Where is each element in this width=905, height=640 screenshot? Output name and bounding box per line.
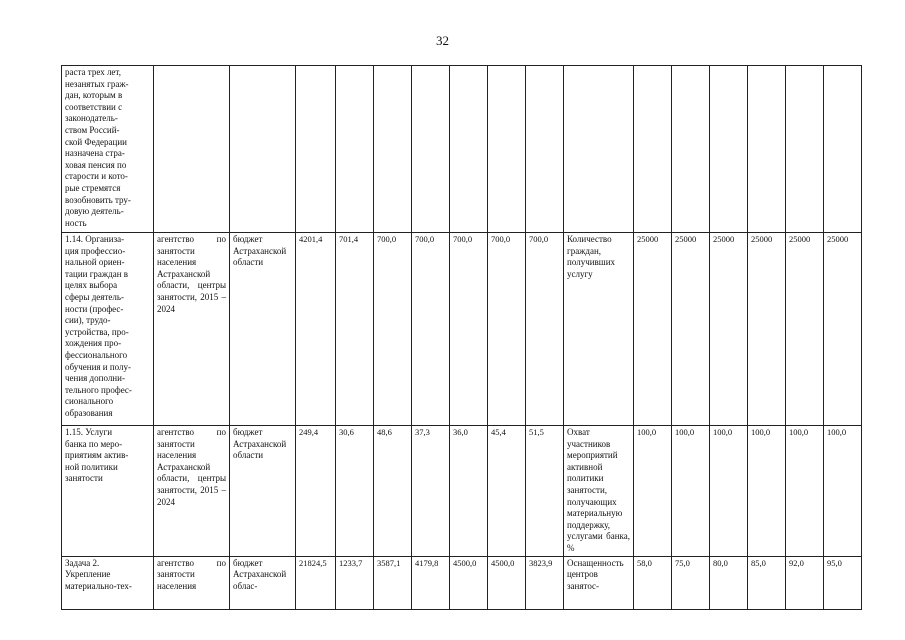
executor-cell: агентство по занятости населения Астраханской области, центры занятости, 2015 – 2024 <box>154 426 230 557</box>
value-cell: 51,5 <box>526 426 564 557</box>
value-cell: 4179,8 <box>412 556 450 609</box>
target-cell: 100,0 <box>824 426 862 557</box>
value-cell: 700,0 <box>450 233 488 426</box>
value-cell <box>336 66 374 233</box>
value-cell <box>296 66 336 233</box>
event-name-cell: 1.15. Услуги банка по меро- приятиям актив- ной политики занятости <box>62 426 154 557</box>
target-cell: 100,0 <box>710 426 748 557</box>
target-cell: 80,0 <box>710 556 748 609</box>
event-name-cell: Задача 2. Укрепление материально-тех- <box>62 556 154 609</box>
value-cell: 700,0 <box>488 233 526 426</box>
source-cell: бюджет Астраханской облас- <box>230 556 296 609</box>
value-cell: 249,4 <box>296 426 336 557</box>
target-cell <box>786 66 824 233</box>
target-cell <box>672 66 710 233</box>
value-cell <box>526 66 564 233</box>
value-cell: 700,0 <box>526 233 564 426</box>
target-cell: 25000 <box>824 233 862 426</box>
event-name-cell: 1.14. Организа- ция профессио- нальной ориен- тации граждан в целях выбора сферы деятель- ности (профес- сии), трудо- устройства, про- хождения про- фессионального обучения и полу- чения дополни- тельного профес- сионального образования <box>62 233 154 426</box>
target-cell: 25000 <box>748 233 786 426</box>
value-cell: 3587,1 <box>374 556 412 609</box>
value-cell: 700,0 <box>412 233 450 426</box>
executor-cell <box>154 66 230 233</box>
source-cell: бюджет Астраханской области <box>230 426 296 557</box>
target-cell <box>634 66 672 233</box>
value-cell: 3823,9 <box>526 556 564 609</box>
program-table <box>61 65 862 610</box>
indicator-cell <box>564 66 634 233</box>
value-cell: 48,6 <box>374 426 412 557</box>
target-cell: 100,0 <box>634 426 672 557</box>
table-row <box>62 556 862 609</box>
target-cell: 25000 <box>634 233 672 426</box>
event-name-cell: раста трех лет, незанятых граж- дан, которым в соответствии с законодатель- ством Россий- ской Федерации назначена стра- ховая пенсия по старости и кото- рые стремятся возобновить тру- довую деятель- ность <box>62 66 154 233</box>
value-cell: 4500,0 <box>488 556 526 609</box>
value-cell <box>450 66 488 233</box>
target-cell: 25000 <box>710 233 748 426</box>
target-cell: 92,0 <box>786 556 824 609</box>
value-cell: 1233,7 <box>336 556 374 609</box>
value-cell: 30,6 <box>336 426 374 557</box>
table-row <box>62 66 862 233</box>
value-cell <box>488 66 526 233</box>
page-number: 32 <box>436 33 449 48</box>
target-cell: 75,0 <box>672 556 710 609</box>
value-cell: 700,0 <box>374 233 412 426</box>
table-row <box>62 233 862 426</box>
source-cell <box>230 66 296 233</box>
value-cell: 701,4 <box>336 233 374 426</box>
target-cell: 95,0 <box>824 556 862 609</box>
indicator-cell: Оснащенность центров занятос- <box>564 556 634 609</box>
value-cell <box>374 66 412 233</box>
target-cell <box>748 66 786 233</box>
target-cell: 58,0 <box>634 556 672 609</box>
indicator-cell: Охват участников мероприятий активной политики занятости, получающих материальную поддержку, услугами банка, % <box>564 426 634 557</box>
target-cell <box>710 66 748 233</box>
value-cell: 4201,4 <box>296 233 336 426</box>
target-cell: 100,0 <box>786 426 824 557</box>
target-cell: 100,0 <box>748 426 786 557</box>
value-cell: 21824,5 <box>296 556 336 609</box>
target-cell: 85,0 <box>748 556 786 609</box>
executor-cell: агентство по занятости населения <box>154 556 230 609</box>
value-cell: 36,0 <box>450 426 488 557</box>
value-cell: 4500,0 <box>450 556 488 609</box>
value-cell: 45,4 <box>488 426 526 557</box>
target-cell <box>824 66 862 233</box>
value-cell <box>412 66 450 233</box>
executor-cell: агентство по занятости населения Астраханской области, центры занятости, 2015 – 2024 <box>154 233 230 426</box>
indicator-cell: Количество граждан, получивших услугу <box>564 233 634 426</box>
source-cell: бюджет Астраханской области <box>230 233 296 426</box>
value-cell: 37,3 <box>412 426 450 557</box>
table-row <box>62 426 862 557</box>
target-cell: 25000 <box>672 233 710 426</box>
target-cell: 25000 <box>786 233 824 426</box>
target-cell: 100,0 <box>672 426 710 557</box>
